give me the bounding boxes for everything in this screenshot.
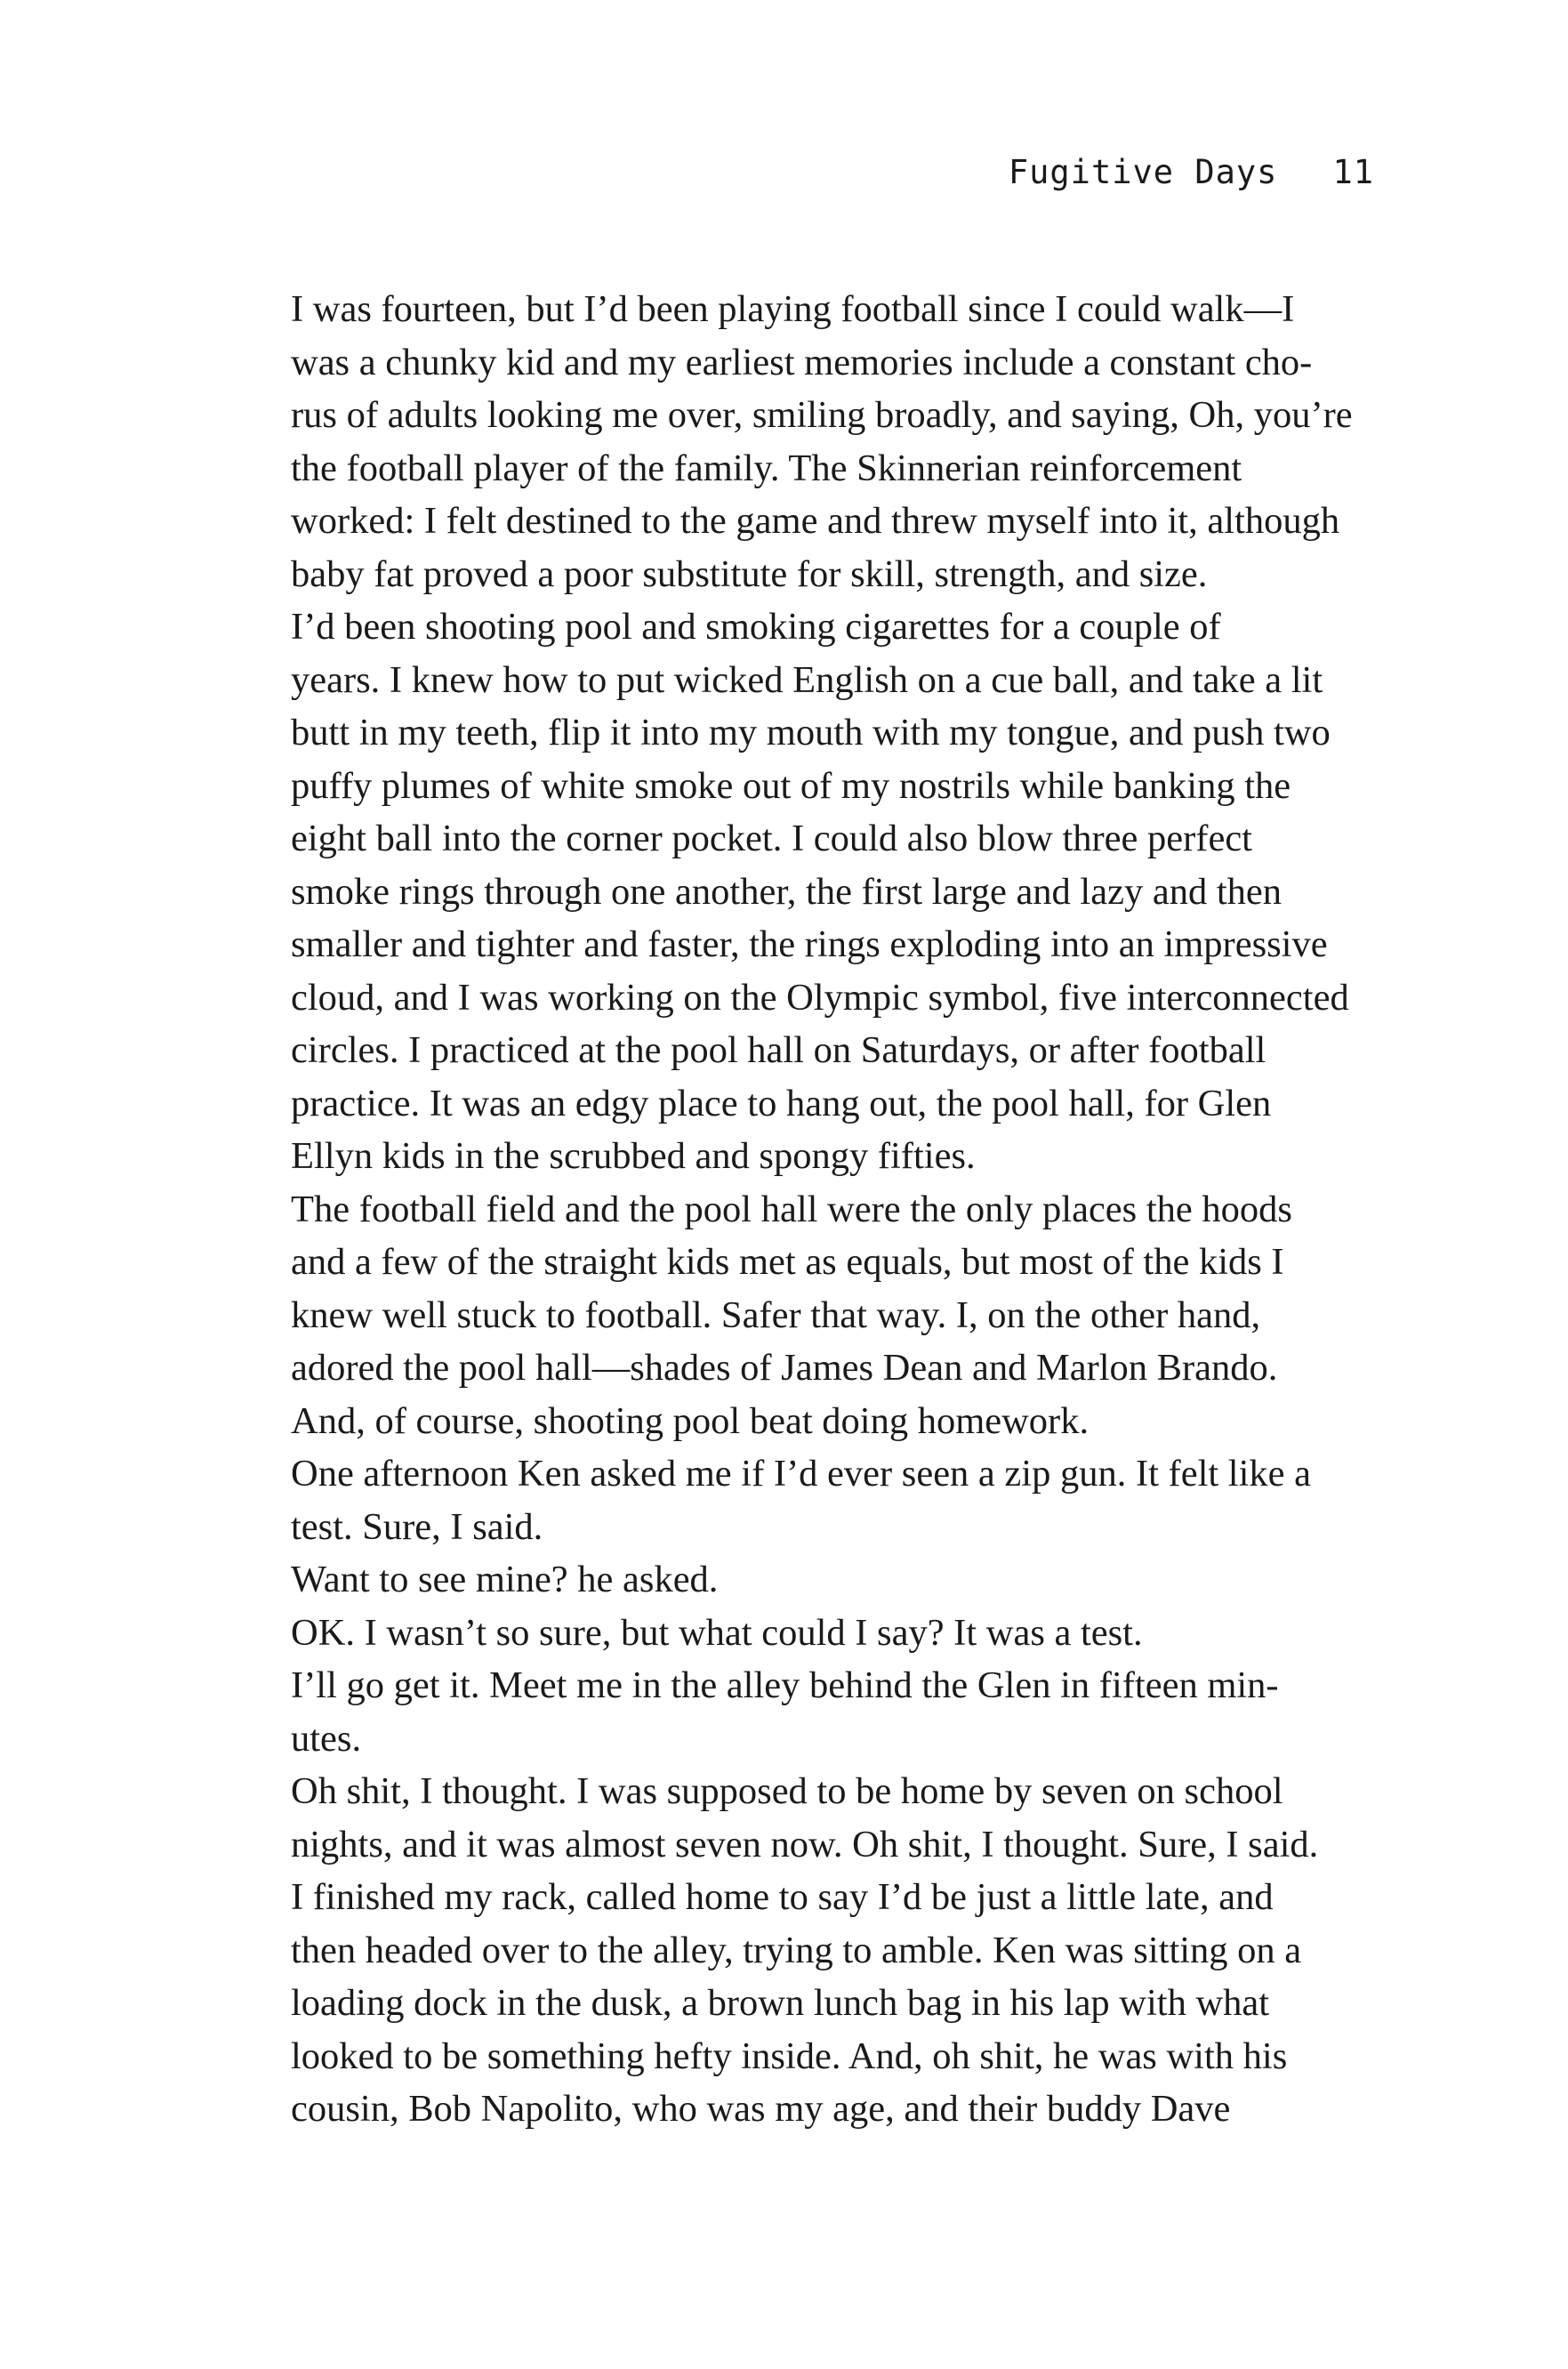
text-line: I’ll go get it. Meet me in the alley behind the Glen in fifteen min- xyxy=(291,1664,1279,1706)
text-line: eight ball into the corner pocket. I could also blow three perfect xyxy=(291,818,1252,859)
paragraph xyxy=(249,600,1370,1183)
running-head-title: Fugitive Days xyxy=(1008,153,1278,191)
text-line: One afternoon Ken asked me if I’d ever seen a zip gun. It felt like a xyxy=(291,1453,1312,1495)
text-line: worked: I felt destined to the game and threw myself into it, although xyxy=(291,500,1340,542)
text-line: Want to see mine? he asked. xyxy=(291,1559,719,1600)
text-line: I finished my rack, called home to say I’d be just a little late, and xyxy=(291,1876,1274,1918)
text-line: smoke rings through one another, the first large and lazy and then xyxy=(291,870,1283,913)
text-line: Ellyn kids in the scrubbed and spongy fifties. xyxy=(291,1135,976,1177)
text-line: puffy plumes of white smoke out of my nostrils while banking the xyxy=(291,764,1291,807)
paragraph xyxy=(249,283,1370,600)
text-line: the football player of the family. The Skinnerian reinforcement xyxy=(291,447,1242,489)
text-line: was a chunky kid and my earliest memories include a constant cho- xyxy=(291,341,1313,383)
paragraph xyxy=(249,1553,1370,1607)
paragraph xyxy=(249,1765,1370,1871)
text-line: OK. I wasn’t so sure, but what could I say? It was a test. xyxy=(291,1611,1143,1654)
text-line: cloud, and I was working on the Olympic symbol, five interconnected xyxy=(291,976,1349,1019)
text-line: cousin, Bob Napolito, who was my age, and their buddy Dave xyxy=(291,2088,1231,2130)
text-line: rus of adults looking me over, smiling broadly, and saying, Oh, you’re xyxy=(291,394,1353,436)
text-line: and a few of the straight kids met as equals, but most of the kids I xyxy=(291,1241,1284,1283)
text-line: years. I knew how to put wicked English on a cue ball, and take a lit xyxy=(291,658,1323,701)
text-line: practice. It was an edgy place to hang out, the pool hall, for Glen xyxy=(291,1082,1272,1124)
text-line: test. Sure, I said. xyxy=(291,1505,543,1548)
text-line: loading dock in the dusk, a brown lunch bag in his lap with what xyxy=(291,1982,1270,2024)
paragraph xyxy=(249,1871,1370,2136)
paragraph xyxy=(249,1447,1370,1553)
body-text xyxy=(249,283,1370,2136)
running-head xyxy=(1009,153,1374,191)
text-line: And, of course, shooting pool beat doing homework. xyxy=(291,1399,1090,1442)
page-number: 11 xyxy=(1332,153,1374,191)
text-line: I’d been shooting pool and smoking cigarettes for a couple of xyxy=(291,606,1221,648)
text-line: baby fat proved a poor substitute for skill, strength, and size. xyxy=(291,552,1208,595)
text-line: Oh shit, I thought. I was supposed to be home by seven on school xyxy=(291,1770,1283,1812)
paragraph xyxy=(249,1659,1370,1765)
text-line: smaller and tighter and faster, the rings exploding into an impressive xyxy=(291,923,1328,965)
text-line: utes. xyxy=(291,1717,362,1760)
text-line: looked to be something hefty inside. And, oh shit, he was with his xyxy=(291,2035,1288,2077)
text-line: nights, and it was almost seven now. Oh shit, I thought. Sure, I said. xyxy=(291,1823,1319,1865)
paragraph xyxy=(249,1607,1370,1660)
text-line: butt in my teeth, flip it into my mouth with my tongue, and push two xyxy=(291,712,1331,753)
paragraph xyxy=(249,1183,1370,1448)
text-line: adored the pool hall—shades of James Dean and Marlon Brando. xyxy=(291,1347,1278,1389)
text-line: knew well stuck to football. Safer that way. I, on the other hand, xyxy=(291,1293,1261,1336)
text-line: circles. I practiced at the pool hall on Saturdays, or after football xyxy=(291,1029,1266,1071)
text-line: then headed over to the alley, trying to amble. Ken was sitting on a xyxy=(291,1929,1302,1971)
text-line: I was fourteen, but I’d been playing football since I could walk—I xyxy=(291,288,1295,330)
text-line: The football field and the pool hall were the only places the hoods xyxy=(291,1188,1292,1230)
